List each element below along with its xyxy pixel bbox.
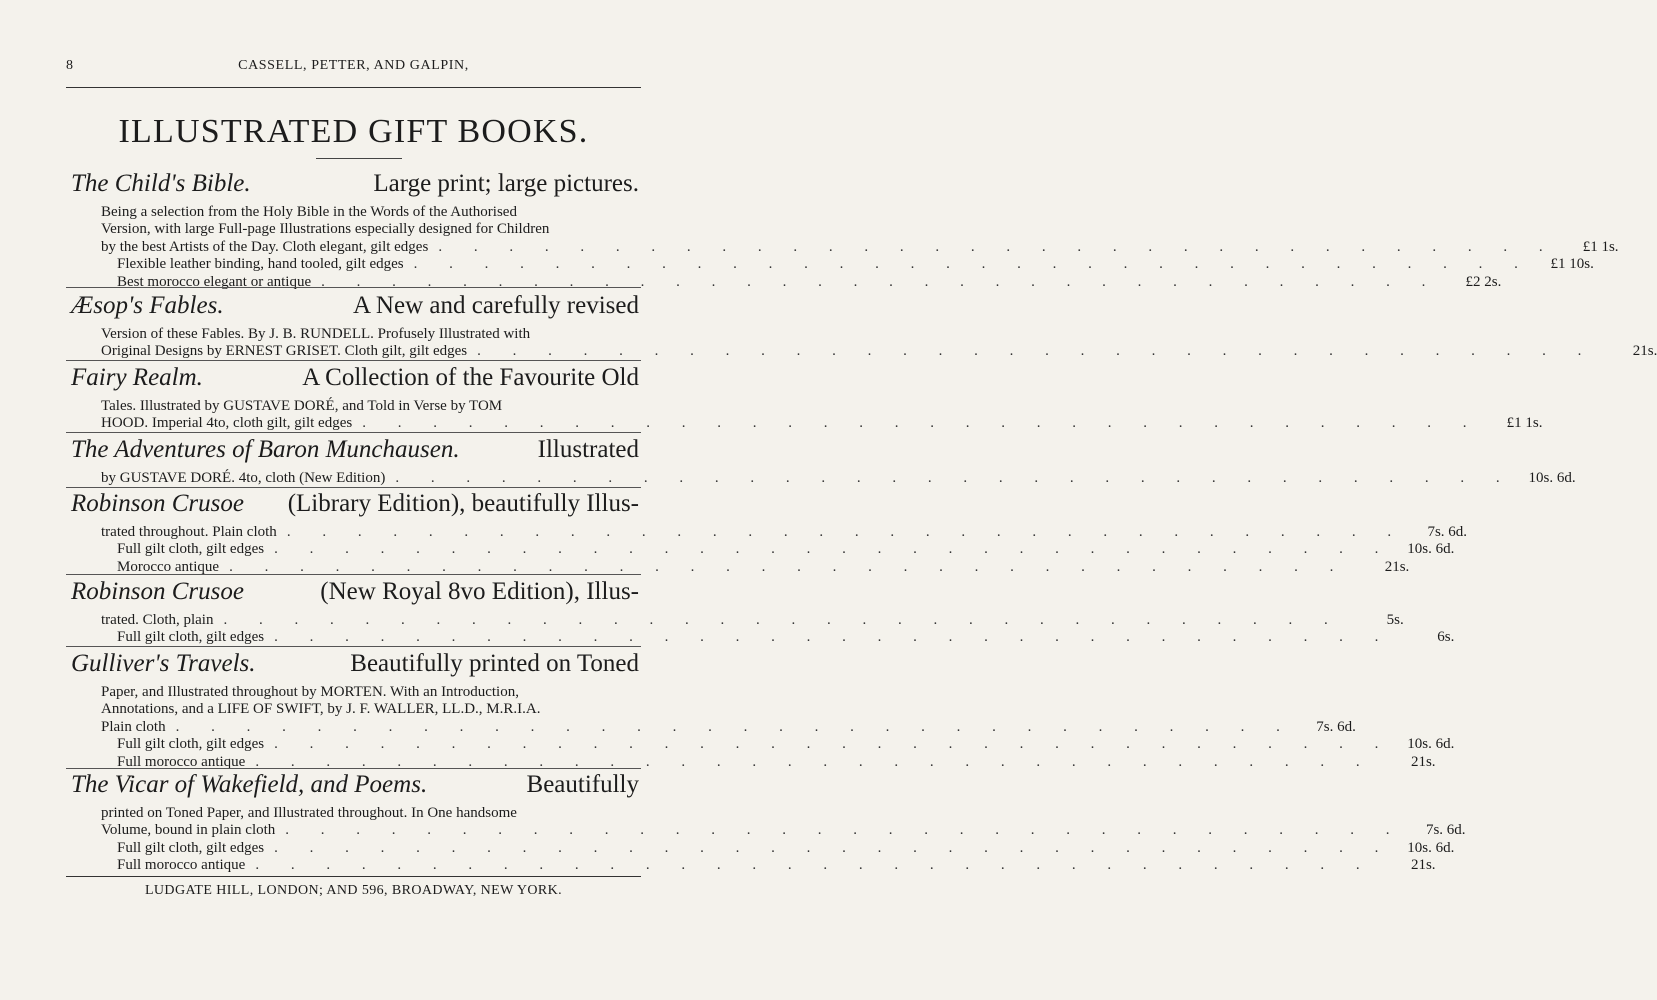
price-line	[71, 238, 1619, 256]
edition-text: Plain cloth	[101, 718, 166, 735]
description-line: Version, with large Full-page Illustrations especially designed for Children	[101, 221, 550, 238]
book-tagline: Large print; large pictures.	[373, 170, 639, 197]
book-title: The Vicar of Wakefield, and Poems.	[71, 771, 428, 798]
book-tagline: A Collection of the Favourite Old	[302, 364, 639, 391]
price: 7s. 6d.	[1425, 822, 1466, 839]
edition-text: Volume, bound in plain cloth	[101, 822, 276, 839]
dot-leader: . . . . . . . . . . . . . . . . . . . . . . . . . . . . . . . .	[274, 736, 1393, 753]
price-line	[71, 524, 1468, 541]
price: £2 2s.	[1465, 273, 1502, 290]
book-tagline: Beautifully	[526, 771, 639, 798]
header-rule	[66, 87, 641, 88]
dot-leader: . . . . . . . . . . . . . . . . . . . . . . . . . . . . . . . .	[255, 753, 1374, 770]
entry-heading	[71, 292, 639, 326]
entry-divider	[66, 360, 641, 361]
price-line	[71, 273, 1502, 291]
price: 10s. 6d.	[1528, 470, 1576, 486]
book-entry-childs-bible	[71, 170, 1619, 291]
dot-leader: . . . . . . . . . . . . . . . . . . . . . . . . . . . . . . . .	[274, 839, 1393, 856]
book-entry-robinson-crusoe-library	[71, 490, 1468, 576]
price: 10s. 6d.	[1407, 541, 1455, 558]
title-rule	[316, 158, 402, 159]
entry-heading	[71, 436, 639, 470]
entry-divider	[66, 487, 641, 488]
edition-text: Morocco antique	[117, 558, 220, 575]
book-tagline: Beautifully printed on Toned	[350, 650, 639, 677]
price: 21s.	[1632, 343, 1657, 360]
price: 21s.	[1410, 753, 1436, 770]
price-line	[71, 343, 1657, 360]
price: 5s.	[1386, 612, 1404, 628]
publisher-address: LUDGATE HILL, LONDON; AND 596, BROADWAY, NEW YORK.	[144, 883, 563, 898]
page-title: ILLUSTRATED GIFT BOOKS.	[118, 113, 589, 150]
entry-divider	[66, 646, 641, 647]
dot-leader: . . . . . . . . . . . . . . . . . . . . . . . . . . . . . . . .	[223, 612, 1342, 628]
entry-heading	[71, 650, 639, 684]
dot-leader: . . . . . . . . . . . . . . . . . . . . . . . . . . . . . . . .	[274, 541, 1393, 558]
book-title: The Child's Bible.	[71, 170, 251, 197]
edition-text: Best morocco elegant or antique	[117, 273, 312, 290]
description-line: Being a selection from the Holy Bible in the Words of the Authorised	[101, 204, 517, 220]
edition-text: trated throughout. Plain cloth	[101, 524, 277, 540]
book-tagline: A New and carefully revised	[353, 292, 639, 319]
price-line	[71, 629, 1455, 646]
dot-leader: . . . . . . . . . . . . . . . . . . . . . . . . . . . . . . . .	[438, 238, 1557, 255]
price-line	[71, 857, 1436, 874]
price-line	[71, 718, 1356, 736]
description-line: Version of these Fables. By J. B. RUNDELL. Profusely Illustrated with	[101, 326, 531, 342]
price: 21s.	[1384, 558, 1410, 575]
entry-heading	[71, 578, 639, 612]
entry-divider	[66, 574, 641, 575]
book-title: Æsop's Fables.	[71, 292, 224, 319]
entry-divider	[66, 768, 641, 769]
book-entry-robinson-crusoe-royal	[71, 578, 1455, 647]
price: £1 10s.	[1550, 256, 1594, 273]
edition-text: trated. Cloth, plain	[101, 612, 214, 628]
dot-leader: . . . . . . . . . . . . . . . . . . . . . . . . . . . . . . . .	[286, 524, 1406, 540]
price-line	[71, 256, 1594, 273]
entry-heading	[71, 364, 639, 398]
edition-text: Original Designs by ERNEST GRISET. Cloth gilt, gilt edges	[101, 343, 468, 360]
edition-text: Full gilt cloth, gilt edges	[117, 736, 265, 753]
price: 10s. 6d.	[1407, 839, 1455, 856]
book-tagline: Illustrated	[537, 436, 639, 463]
edition-text: by the best Artists of the Day. Cloth elegant, gilt edges	[101, 238, 429, 255]
price: 7s. 6d.	[1316, 718, 1356, 735]
footer-rule	[66, 876, 641, 877]
price-line	[71, 839, 1455, 857]
price: 6s.	[1437, 629, 1455, 646]
edition-text: Full morocco antique	[117, 857, 246, 874]
book-entry-fairy-realm	[71, 364, 1543, 433]
dot-leader: . . . . . . . . . . . . . . . . . . . . . . . . . . . . . . . .	[229, 558, 1348, 575]
edition-text: HOOD. Imperial 4to, cloth gilt, gilt edges	[101, 415, 353, 432]
book-tagline: (Library Edition), beautifully Illus-	[287, 490, 639, 517]
price-line	[71, 736, 1455, 753]
book-entry-vicar-of-wakefield	[71, 771, 1466, 875]
edition-text: Full gilt cloth, gilt edges	[117, 629, 265, 646]
book-entry-gullivers-travels	[71, 650, 1455, 771]
dot-leader: . . . . . . . . . . . . . . . . . . . . . . . . . . . . . . . .	[395, 470, 1514, 486]
running-header	[66, 58, 641, 78]
book-tagline: (New Royal 8vo Edition), Illus-	[320, 578, 639, 605]
page-number: 8	[66, 58, 74, 73]
dot-leader: . . . . . . . . . . . . . . . . . . . . . . . . . . . . . . . .	[285, 822, 1404, 839]
book-title: Gulliver's Travels.	[71, 650, 256, 677]
description-line: Annotations, and a LIFE OF SWIFT, by J. F. WALLER, LL.D., M.R.I.A.	[101, 701, 541, 718]
book-entry-aesops-fables	[71, 292, 1657, 361]
dot-leader: . . . . . . . . . . . . . . . . . . . . . . . . . . . . . . . .	[175, 718, 1294, 735]
book-title: Robinson Crusoe	[71, 490, 244, 517]
price-line	[71, 470, 1576, 487]
price-line	[71, 541, 1455, 558]
book-title: The Adventures of Baron Munchausen.	[71, 436, 460, 463]
description-line: Tales. Illustrated by GUSTAVE DORÉ, and Told in Verse by TOM	[101, 398, 503, 414]
entry-divider	[66, 287, 641, 288]
edition-text: Full gilt cloth, gilt edges	[117, 839, 265, 856]
description-line: Paper, and Illustrated throughout by MORTEN. With an Introduction,	[101, 684, 519, 700]
price: £1 1s.	[1582, 238, 1619, 255]
edition-text: by GUSTAVE DORÉ. 4to, cloth (New Edition)	[101, 470, 386, 486]
edition-text: Full morocco antique	[117, 753, 246, 770]
book-entry-baron-munchausen	[71, 436, 1576, 487]
price: £1 1s.	[1506, 415, 1543, 432]
edition-text: Full gilt cloth, gilt edges	[117, 541, 265, 558]
dot-leader: . . . . . . . . . . . . . . . . . . . . . . . . . . . . . . . .	[477, 343, 1596, 360]
book-title: Fairy Realm.	[71, 364, 203, 391]
price: 7s. 6d.	[1427, 524, 1468, 540]
price: 10s. 6d.	[1407, 736, 1455, 753]
publisher-name: CASSELL, PETTER, AND GALPIN,	[238, 58, 469, 73]
price: 21s.	[1410, 857, 1436, 874]
entry-divider	[66, 432, 641, 433]
dot-leader: . . . . . . . . . . . . . . . . . . . . . . . . . . . . . . . .	[274, 629, 1393, 646]
description-line: printed on Toned Paper, and Illustrated throughout. In One handsome	[101, 805, 517, 821]
book-title: Robinson Crusoe	[71, 578, 244, 605]
entry-heading	[71, 170, 639, 204]
entry-heading	[71, 771, 639, 805]
price-line	[71, 415, 1543, 432]
price-line	[71, 612, 1404, 629]
dot-leader: . . . . . . . . . . . . . . . . . . . . . . . . . . . . . . . .	[413, 256, 1532, 273]
dot-leader: . . . . . . . . . . . . . . . . . . . . . . . . . . . . . . . .	[362, 415, 1481, 432]
edition-text: Flexible leather binding, hand tooled, gilt edges	[117, 256, 404, 273]
entry-heading	[71, 490, 639, 524]
dot-leader: . . . . . . . . . . . . . . . . . . . . . . . . . . . . . . . .	[321, 273, 1440, 290]
price-line	[71, 822, 1466, 839]
dot-leader: . . . . . . . . . . . . . . . . . . . . . . . . . . . . . . . .	[255, 857, 1374, 874]
